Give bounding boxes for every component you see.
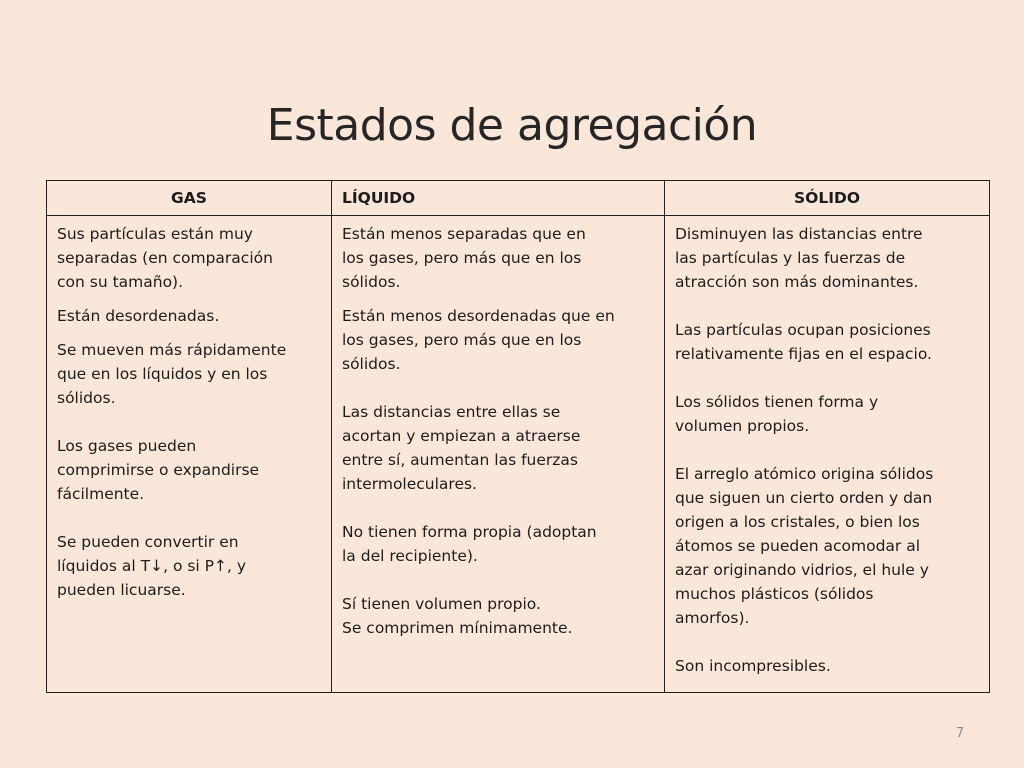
gas-paragraph: Están desordenadas. [57, 307, 220, 325]
page-number: 7 [955, 726, 965, 741]
liquido-paragraph: Sí tienen volumen propio. Se comprimen mínimamente. [342, 595, 573, 637]
solido-paragraph: Disminuyen las distancias entre las partículas y las fuerzas de atracción son más dominantes. [675, 225, 923, 291]
table-row [47, 216, 990, 693]
states-table [46, 180, 990, 693]
solido-paragraph: El arreglo atómico origina sólidos que siguen un cierto orden y dan origen a los cristales, o bien los átomos se pueden acomodar al azar originando vidrios, el hule y muchos plásticos (sólidos amorfos). [675, 465, 934, 627]
liquido-paragraph: Están menos separadas que en los gases, pero más que en los sólidos. [342, 225, 586, 291]
liquido-cell [332, 216, 665, 693]
gas-paragraph: Se pueden convertir en líquidos al T↓, o si P↑, y pueden licuarse. [57, 533, 247, 599]
liquido-paragraph: Están menos desordenadas que en los gases, pero más que en los sólidos. [342, 307, 615, 373]
liquido-paragraph: Las distancias entre ellas se acortan y empiezan a atraerse entre sí, aumentan las fuerzas intermoleculares. [342, 403, 581, 493]
gas-paragraph: Los gases pueden comprimirse o expandirse fácilmente. [57, 437, 260, 503]
gas-paragraph: Se mueven más rápidamente que en los líquidos y en los sólidos. [57, 341, 287, 407]
solido-paragraph: Las partículas ocupan posiciones relativamente fijas en el espacio. [675, 321, 932, 363]
solido-paragraph: Son incompresibles. [675, 657, 831, 675]
slide-title: Estados de agregación [266, 100, 758, 151]
header-solido: SÓLIDO [665, 181, 990, 216]
gas-cell [47, 216, 332, 693]
gas-paragraph: Sus partículas están muy separadas (en comparación con su tamaño). [57, 225, 273, 291]
solido-cell [665, 216, 990, 693]
liquido-paragraph: No tienen forma propia (adoptan la del recipiente). [342, 523, 597, 565]
solido-paragraph: Los sólidos tienen forma y volumen propios. [675, 393, 879, 435]
header-liquido: LÍQUIDO [332, 181, 665, 216]
header-gas: GAS [47, 181, 332, 216]
table-header-row [47, 181, 990, 216]
